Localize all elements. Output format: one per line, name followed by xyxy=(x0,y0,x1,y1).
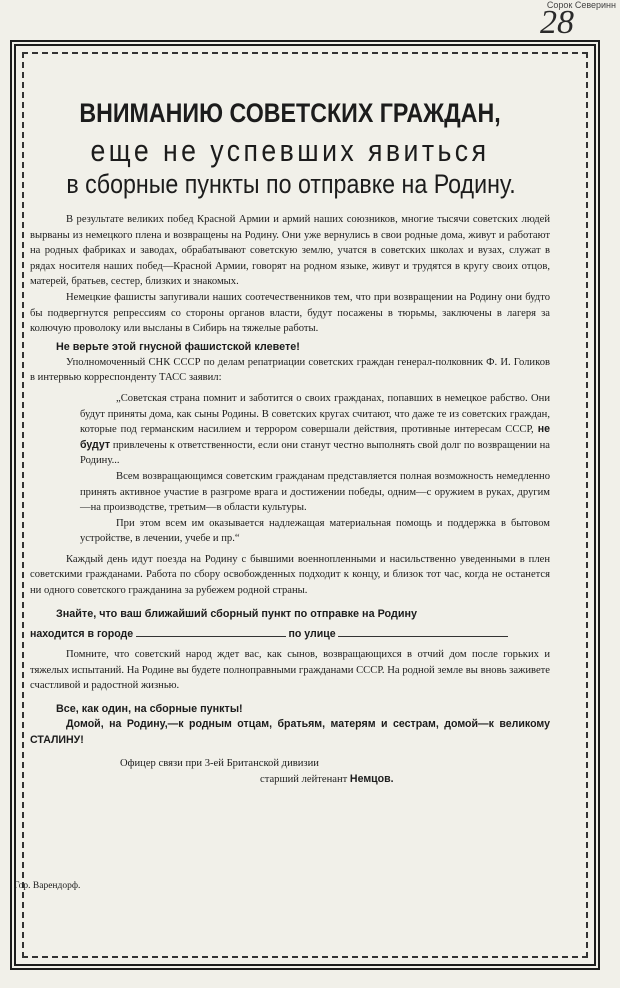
heading-do-not-believe: Не верьте этой гнусной фашистской клевете! xyxy=(56,340,300,353)
paragraph-remember: Помните, что советский народ ждет вас, как сынов, возвращающихся в отчий дом после горьких и тяжелых испытаний. На Родине вы будете полноправными гражданами СССР. На родной земле вы вновь заживете счастливой и радостной жизнью. xyxy=(30,649,550,692)
city-label: находится в городе xyxy=(30,627,134,640)
place-note: Гор. Варендорф. xyxy=(14,881,81,891)
quote-text-b: привлечены к ответственности, если они станут честно выполнять свой долг по возвращении на Родину... xyxy=(80,439,550,467)
page-number: 28 xyxy=(540,4,574,41)
street-blank xyxy=(338,636,508,637)
street-label: по улице xyxy=(288,627,336,640)
paragraph-fascist-intimidation: Немецкие фашисты запугивали наших соотечественников тем, что при возвращении на Родину они будто бы подвергнутся репрессиям со стороны органов власти, будут посажены в тюрьмы, заключены в лагеря за колючую проволоку или высланы в Сибирь на тяжелые работы. xyxy=(30,291,550,335)
leaflet-subtitle-1: еще не успевших явиться xyxy=(90,133,490,168)
heading-home-stalin: Домой, на Родину,—к родным отцам, братьям, матерям и сестрам, домой—к великому СТАЛИНУ! xyxy=(30,718,550,746)
leaflet-body xyxy=(30,98,550,785)
quote-bold-phrase: не будут xyxy=(80,423,550,451)
paragraph-golikov: Уполномоченный СНК СССР по делам репатриации советских граждан генерал-полковник Ф. И. Голиков в интервью корреспонденту ТАСС заявил: xyxy=(30,356,550,384)
corner-label: Сорок Северинн xyxy=(546,0,616,10)
quote-text-a: „Советская страна помнит и заботится о своих гражданах, попавших в немецкое рабство. Они будут приняты дома, как сыны Родины. В советских кругах считают, что даже те из советских граждан, которые под германским насилием и террором совершали действия, противные интересам СССР, xyxy=(80,392,550,436)
signature-line-1: Офицер связи при 3-ей Британской дивизии xyxy=(120,758,319,770)
signature-rank: старший лейтенант xyxy=(260,774,348,786)
address-line xyxy=(30,627,550,643)
paragraph-victories: В результате великих побед Красной Армии и армий наших союзников, многие тысячи советских людей вырваны из немецкого плена и возвращены на Родину. Они уже вернулись в свои родные дома, живут и работают на родных фабриках и заводах, обрабатывают советскую землю, учатся в советских школах и вузах, служат в рядах носителя наших побед—Красной Армии, говорят на родном языке, живут и трудятся в кругу своих отцов, матерей, братьев, сестер, близких и знакомых. xyxy=(30,214,550,288)
city-blank xyxy=(136,636,286,637)
heading-collection-point: Знайте, что ваш ближайший сборный пункт по отправке на Родину xyxy=(56,607,417,620)
leaflet-title: ВНИМАНИЮ СОВЕТСКИХ ГРАЖДАН, xyxy=(79,98,501,128)
paragraph-trains: Каждый день идут поезда на Родину с бывшими военнопленными и насильственно уведенными в плен советскими гражданами. Работа по сбору освобожденных подходит к концу, и близок тот час, когда не останется ни одного советского гражданина за рубежем родной страны. xyxy=(30,553,550,597)
quote-paragraph-3: При этом всем им оказывается надлежащая материальная помощь и поддержка в бытовом устройстве, в лечении, учебе и пр.“ xyxy=(80,517,550,545)
quote-paragraph-1 xyxy=(80,391,550,469)
quote-paragraph-2: Всем возвращающимся советским гражданам представляется полная возможность немедленно принять активное участие в разгроме врага и достижении победы, одним—с оружием в руках, другим—на производстве, третьим—в области культуры. xyxy=(80,470,550,514)
heading-all-as-one: Все, как один, на сборные пункты! xyxy=(56,703,243,716)
signature-name: Немцов. xyxy=(349,773,394,786)
leaflet-subtitle-2: в сборные пункты по отправке на Родину. xyxy=(66,169,516,199)
signature-line-2 xyxy=(260,773,550,785)
